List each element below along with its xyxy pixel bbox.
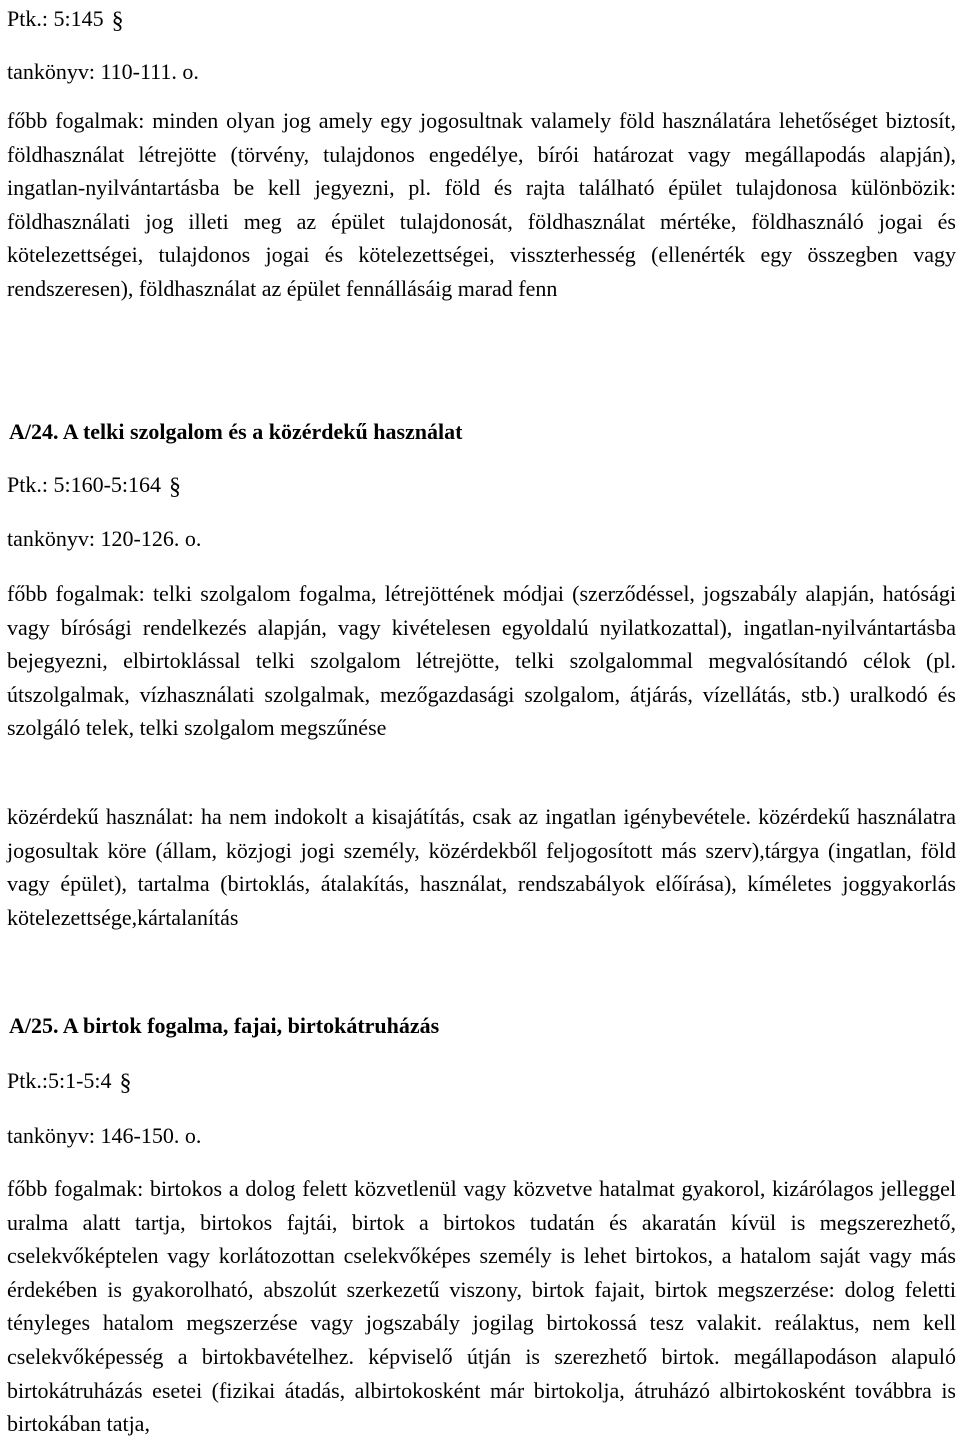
textbook-reference: tankönyv: 146-150. o.: [7, 1123, 202, 1148]
public-use-paragraph: közérdekű használat: ha nem indokolt a kisajátítás, csak az ingatlan igénybevétele. közérdekű használatra jogosultak köre (állam, közjogi jogi személy, közérdekből feljogosított más szerv),tárgya (ingatlan, föld vagy épület), tartalma (birtoklás, átalakítás, használat, rendszabályok előírása), kíméletes joggyakorlás kötelezettsége,kártalanítás: [7, 804, 956, 930]
section-heading-a24: A/24. A telki szolgalom és a közérdekű használat: [9, 419, 463, 444]
section-sign: §: [169, 474, 182, 500]
main-concepts-paragraph: főbb fogalmak: minden olyan jog amely egy jogosultnak valamely föld használatára lehetőséget biztosít, földhasználat létrejötte (törvény, tulajdonos engedélye, bírói határozat vagy megállapodás alapján), ingatlan-nyilvántartásba be kell jegyezni, pl. föld és rajta található épület tulajdonosa különbözik: földhasználati jog illeti meg az épület tulajdonosát, földhasználat mértéke, földhasználó jogai és kötelezettségei, tulajdonos jogai és kötelezettségei, visszterhesség (ellenérték egy összegben vagy rendszeresen), földhasználat az épület fennállásáig marad fenn: [7, 108, 956, 301]
ptk-reference-text: Ptk.:5:1-5:4: [7, 1068, 112, 1093]
main-concepts-paragraph: főbb fogalmak: telki szolgalom fogalma, létrejöttének módjai (szerződéssel, jogszabály alapján, hatósági vagy bírósági rendelkezés alapján, vagy kivételesen egyoldalú nyilatkozattal), ingatlan-nyilvántartásba bejegyezni, elbirtoklással telki szolgalom létrejötte, telki szolgalommal megvalósítandó célok (pl. útszolgalmak, vízhasználati szolgalmak, mezőgazdasági szolgalom, átjárás, vízellátás, stb.) uralkodó és szolgáló telek, telki szolgalom megszűnése: [7, 581, 956, 741]
main-concepts-paragraph: főbb fogalmak: birtokos a dolog felett közvetlenül vagy közvetve hatalmat gyakorol, kizárólagos jelleggel uralma alatt tartja, birtokos fajtái, birtok a birtokos tudatán és akaratán kívül is megszerezhető, cselekvőképtelen vagy korlátozottan cselekvőképes személy is lehet birtokos, a hatalom saját vagy más érdekében is gyakorolható, abszolút szerkezetű viszony, birtok fajait, birtok megszerzése: dolog feletti tényleges hatalom megszerzése vagy jogszabály jogilag birtokossá tesz valakit. reálaktus, nem kell cselekvőképesség a birtokbavételhez. képviselő útján is szerezhető birtok. megállapodáson alapuló birtokátruházás esetei (fizikai átadás, albirtokosként már birtokolja, átruházó albirtokosként továbbra is birtokában tatja,: [7, 1176, 956, 1437]
ptk-reference-text: Ptk.: 5:160-5:164: [7, 472, 162, 497]
section-sign: §: [111, 8, 124, 34]
ptk-reference: [7, 468, 181, 501]
textbook-reference: tankönyv: 120-126. o.: [7, 526, 202, 551]
section-sign: §: [119, 1070, 132, 1096]
section-heading-a25: A/25. A birtok fogalma, fajai, birtokátruházás: [9, 1013, 440, 1038]
textbook-reference: tankönyv: 110-111. o.: [7, 59, 199, 84]
ptk-reference-text: Ptk.: 5:145: [7, 6, 104, 31]
ptk-reference: [7, 1064, 132, 1097]
ptk-reference: [7, 2, 124, 35]
